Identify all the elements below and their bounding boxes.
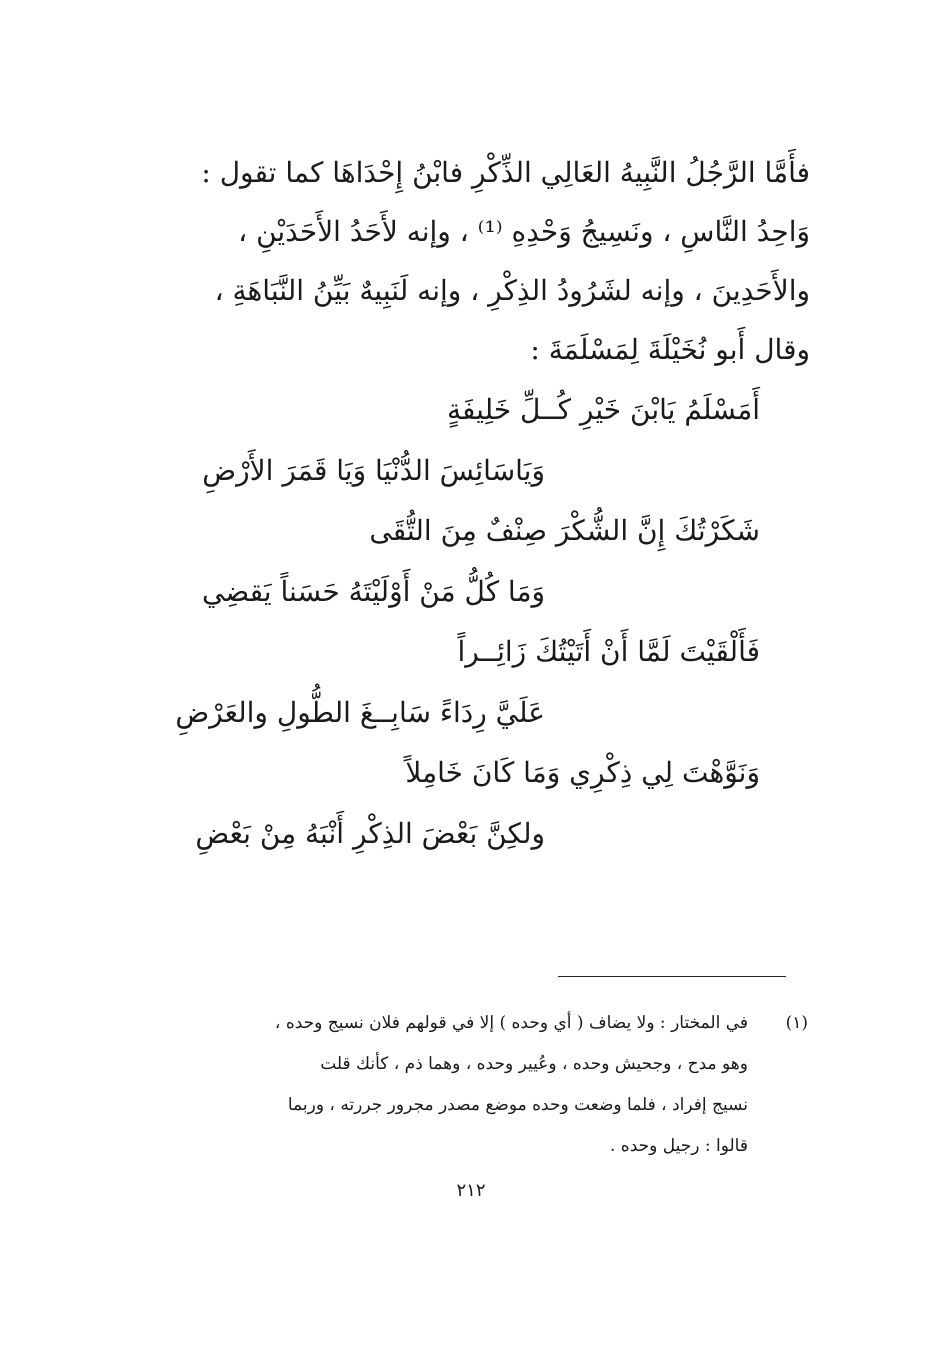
footnote-separator [558, 976, 786, 977]
prose-line-1: فأَمَّا الرَّجُلُ النَّبِيهُ العَالِي الذِّكْرِ فابْنُ إِحْدَاهَا كما تقول : [201, 156, 810, 189]
verse-line-2: وَيَاسَائِسَ الدُّنْيَا وَيَا قَمَرَ الأَرْضِ [202, 453, 545, 487]
verse-line-6: عَلَيَّ رِدَاءً سَابِــغَ الطُّولِ والعَرْضِ [175, 695, 545, 729]
prose-line-2: وَاحِدُ النَّاسِ ، ونَسِيجُ وَحْدِهِ ⁽¹⁾ ، وإنه لأَحَدُ الأَحَدَيْنِ ، [238, 215, 810, 248]
footnote-line-2: وهو مدح ، وجحيش وحده ، وعُيير وحده ، وهما ذم ، كأنك قلت [320, 1054, 748, 1074]
poem [160, 384, 760, 868]
footnote-text-1: في المختار : ولا يضاف ( أي وحده ) إلا في قولهم فلان نسيج وحده ، [274, 1013, 748, 1033]
verse-line-8: ولكِنَّ بَعْضَ الذِكْرِ أَنْبَهُ مِنْ بَعْضِ [195, 816, 545, 850]
page-number: ٢١٢ [456, 1180, 486, 1201]
verse-line-5: فَأَلْقَيْتَ لَمَّا أَنْ أَتَيْتُكَ زَائِــراً [457, 635, 760, 668]
footnote-number: (١) [785, 1013, 808, 1033]
verse-line-4: وَمَا كُلُّ مَنْ أَوْلَيْتَهُ حَسَناً يَقضِي [202, 574, 545, 608]
verse-line-7: وَنَوَّهْتَ لِي ذِكْرِي وَمَا كَانَ خَامِلاً [405, 756, 760, 789]
prose-line-4: وقال أَبو نُخَيْلَةَ لِمَسْلَمَةَ : [530, 333, 810, 366]
verse-line-1: أَمَسْلَمُ يَابْنَ خَيْرِ كُــلِّ خَلِيفَةٍ [446, 393, 760, 426]
footnote-line-3: نسيج إفراد ، فلما وضعت وحده موضع مصدر مجرور جررته ، وربما [287, 1095, 748, 1115]
prose-line-3: والأَحَدِينَ ، وإنه لشَرُودُ الذِكْرِ ، وإنه لَنَبِيهٌ بَيِّنُ النَّبَاهَةِ ، [214, 274, 810, 307]
footnote-line-4: قالوا : رجيل وحده . [609, 1136, 748, 1156]
prose-paragraph [120, 148, 810, 384]
footnote-line-1 [118, 1006, 808, 1047]
footnote [118, 1006, 808, 1170]
verse-line-3: شَكَرْتُكَ إِنَّ الشُّكْرَ صِنْفٌ مِنَ التُّقَى [369, 514, 760, 547]
